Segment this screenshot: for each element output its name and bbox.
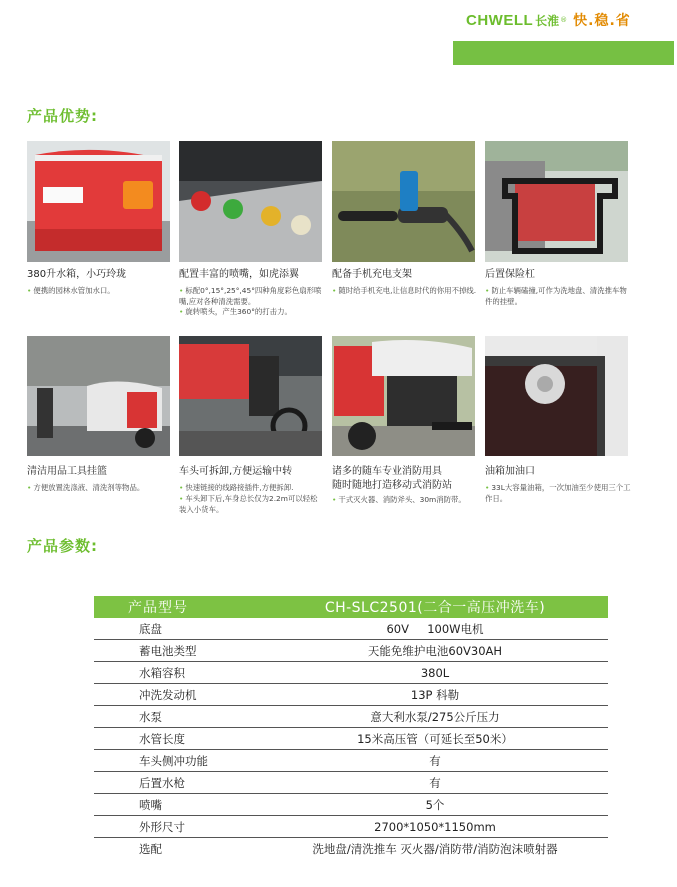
params-title: 产品参数:: [27, 537, 98, 555]
advantage-title-3: 配备手机充电支架: [332, 269, 412, 280]
spec-row: 水泵 意大利水泵/275公斤压力: [94, 706, 608, 728]
advantage-bullet: • 旋转喷头，产生360°的打击力。: [179, 307, 292, 316]
advantage-title-5: 清洁用品工具挂篮: [27, 466, 107, 477]
photo-tool-basket: [27, 336, 170, 456]
advantage-bullet: • 干式灭火器、消防斧头、30m消防带。: [332, 495, 466, 504]
header-accent-band: [453, 41, 674, 65]
brand-name-en: CHWELL: [466, 11, 534, 29]
spec-row: 冲洗发动机 13P 科勒: [94, 684, 608, 706]
photo-fuel-cap: [485, 336, 628, 456]
photo-water-tank: [27, 141, 170, 262]
spec-row: 后置水枪 有: [94, 772, 608, 794]
spec-row: 车头侧冲功能 有: [94, 750, 608, 772]
advantage-bullet: • 便携的园林水管加水口。: [27, 286, 115, 295]
advantage-title-2: 配置丰富的喷嘴，如虎添翼: [179, 269, 299, 280]
advantage-title-1: 380升水箱，小巧玲珑: [27, 269, 127, 280]
photo-rear-bumper: [485, 141, 628, 262]
spec-header-key: 产品型号: [128, 600, 188, 616]
advantage-title-6: 车头可拆卸,方便运输中转: [179, 466, 293, 477]
advantages-title: 产品优势:: [27, 107, 98, 125]
advantage-bullet: • 快速链接的线路接插件,方便拆卸.: [179, 483, 294, 492]
spec-row: 底盘 60V 100W电机: [94, 618, 608, 640]
advantage-bullet: • 33L大容量油箱，一次加油至少使用三个工作日。: [485, 483, 631, 503]
advantage-title-8: 油箱加油口: [485, 466, 535, 477]
advantage-bullet: • 标配0°,15°,25°,45°四种角度彩色扇形喷嘴,应对各种清洗需要。: [179, 286, 322, 306]
advantage-bullet: • 车头卸下后,车身总长仅为2.2m可以轻松装入小货车。: [179, 494, 318, 514]
photo-fire-equipment: [332, 336, 475, 456]
spec-row: 水箱容积 380L: [94, 662, 608, 684]
advantage-bullet: • 防止车辆磕撞,可作为洗地盘、清洗推车物件的挂壁。: [485, 286, 627, 306]
spec-table-header: [94, 596, 608, 618]
advantage-title-4: 后置保险杠: [485, 269, 535, 280]
spec-row: 选配 洗地盘/清洗推车 灭火器/消防带/消防泡沫喷射器: [139, 842, 558, 856]
registered-mark: ®: [560, 16, 568, 24]
spec-table: [94, 596, 608, 860]
advantage-title-7: 诸多的随车专业消防用具 随时随地打造移动式消防站: [332, 466, 452, 491]
brand-name-cn: 长淮: [535, 13, 560, 28]
photo-detachable-head: [179, 336, 322, 456]
spec-row: 水管长度 15米高压管（可延长至50米）: [94, 728, 608, 750]
spec-row: 喷嘴 5个: [94, 794, 608, 816]
photo-phone-holder: [332, 141, 475, 262]
photo-nozzles: [179, 141, 322, 262]
advantage-bullet: • 随时给手机充电,让信息时代的你用不掉线.: [332, 286, 477, 295]
spec-row: 蓄电池类型 天能免维护电池60V30AH: [94, 640, 608, 662]
brand-slogan: 快.稳.省: [573, 13, 631, 29]
spec-row: 外形尺寸 2700*1050*1150mm: [94, 816, 608, 838]
advantage-bullet: • 方便放置洗涤液、清洗剂等物品。: [27, 483, 145, 492]
spec-header-value: CH-SLC2501(二合一高压冲洗车): [324, 600, 546, 616]
brand-logo: [466, 10, 631, 30]
